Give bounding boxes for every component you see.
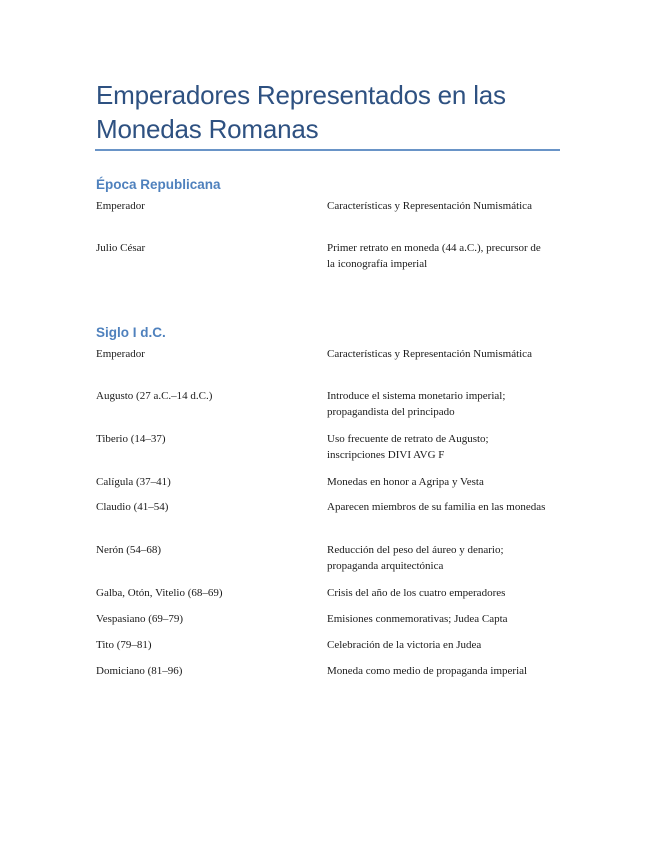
- emperor-cell: Tito (79–81): [96, 639, 152, 651]
- column-header-emperador: Emperador: [96, 200, 145, 212]
- emperor-cell: Augusto (27 a.C.–14 d.C.): [96, 390, 213, 402]
- emperor-cell: Julio César: [96, 242, 146, 254]
- description-cell: Aparecen miembros de su familia en las monedas: [327, 501, 546, 513]
- description-cell: Introduce el sistema monetario imperial; propagandista del principado: [327, 390, 506, 418]
- description-cell: Celebración de la victoria en Judea: [327, 639, 482, 651]
- section-heading-republicana: Época Republicana: [96, 177, 221, 192]
- emperor-cell: Galba, Otón, Vitelio (68–69): [96, 587, 223, 599]
- emperor-cell: Calígula (37–41): [96, 476, 171, 488]
- title-line-1: Emperadores Representados en las: [96, 80, 506, 110]
- column-header-caracteristicas: Características y Representación Numismática: [327, 200, 532, 212]
- emperor-cell: Claudio (41–54): [96, 501, 169, 513]
- description-cell: Crisis del año de los cuatro emperadores: [327, 587, 506, 599]
- column-header-emperador: Emperador: [96, 348, 145, 360]
- column-header-caracteristicas: Características y Representación Numismática: [327, 348, 532, 360]
- description-cell: Emisiones conmemorativas; Judea Capta: [327, 613, 508, 625]
- emperor-cell: Domiciano (81–96): [96, 665, 183, 677]
- emperor-cell: Vespasiano (69–79): [96, 613, 184, 625]
- document-title: [96, 78, 566, 146]
- title-divider: [95, 149, 560, 151]
- description-cell: Moneda como medio de propaganda imperial: [327, 665, 528, 677]
- section-heading-siglo-i: Siglo I d.C.: [96, 325, 166, 340]
- description-cell: Uso frecuente de retrato de Augusto; inscripciones DIVI AVG F: [327, 433, 489, 461]
- description-cell: Monedas en honor a Agripa y Vesta: [327, 476, 484, 488]
- description-cell: Primer retrato en moneda (44 a.C.), precursor de la iconografía imperial: [327, 242, 541, 270]
- description-cell: Reducción del peso del áureo y denario; propaganda arquitectónica: [327, 544, 504, 572]
- emperor-cell: Nerón (54–68): [96, 544, 162, 556]
- title-line-2: Monedas Romanas: [96, 114, 319, 144]
- emperor-cell: Tiberio (14–37): [96, 433, 166, 445]
